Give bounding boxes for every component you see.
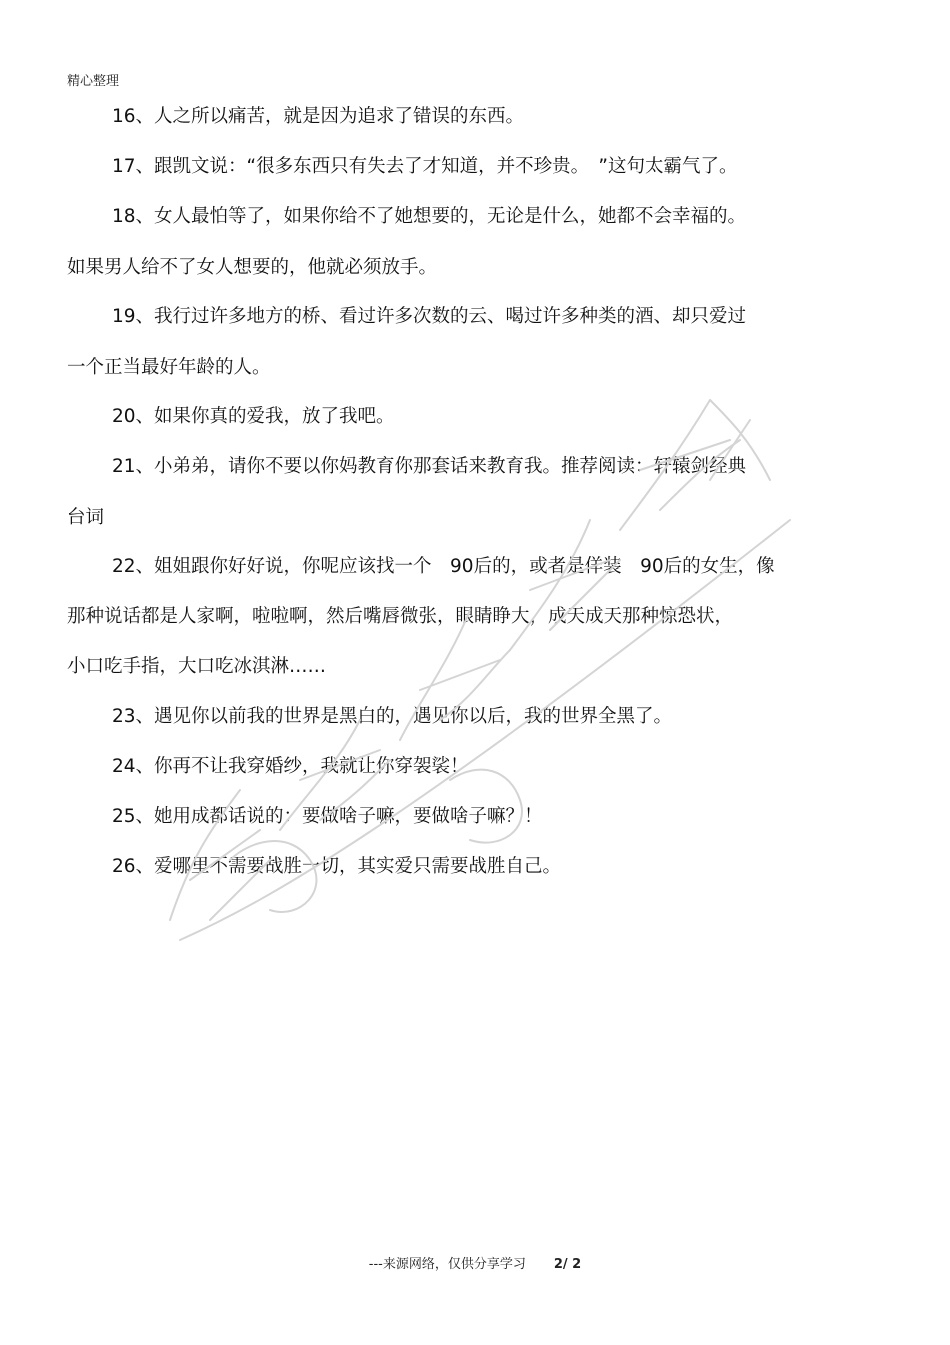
page-header: 精心整理 bbox=[67, 74, 120, 89]
text-line-20: 20、如果你真的爱我，放了我吧。 bbox=[112, 406, 395, 427]
text-line-21a: 21、小弟弟，请你不要以你妈教育你那套话来教育我。推荐阅读：轩辕剑经典 bbox=[112, 456, 747, 477]
text-line-22a: 22、姐姐跟你好好说，你呢应该找一个 90后的，或者是佯装 90后的女生，像 bbox=[112, 556, 775, 577]
text-line-23: 23、遇见你以前我的世界是黑白的，遇见你以后，我的世界全黑了。 bbox=[112, 706, 673, 727]
footer-source: ---来源网络，仅供分享学习 bbox=[368, 1257, 526, 1272]
text-line-24: 24、你再不让我穿婚纱，我就让你穿袈裟！ bbox=[112, 756, 469, 777]
text-line-22b: 那种说话都是人家啊，啦啦啊，然后嘴唇微张，眼睛睁大，成天成天那种惊恐状， bbox=[67, 606, 734, 627]
text-line-17: 17、跟凯文说：“很多东西只有失去了才知道，并不珍贵。 ”这句太霸气了。 bbox=[112, 156, 738, 177]
text-line-22c: 小口吃手指，大口吃冰淇淋…… bbox=[67, 656, 327, 677]
text-line-19a: 19、我行过许多地方的桥、看过许多次数的云、喝过许多种类的酒、却只爱过 bbox=[112, 306, 747, 327]
text-line-18b: 如果男人给不了女人想要的，他就必须放手。 bbox=[67, 257, 438, 278]
text-line-25: 25、她用成都话说的：要做啥子嘛，要做啥子嘛？！ bbox=[112, 806, 543, 827]
page-footer bbox=[0, 1253, 950, 1272]
text-line-21b: 台词 bbox=[67, 507, 105, 528]
text-line-19b: 一个正当最好年龄的人。 bbox=[67, 357, 271, 378]
text-line-18a: 18、女人最怕等了，如果你给不了她想要的，无论是什么，她都不会幸福的。 bbox=[112, 206, 747, 227]
page-number: 2/ 2 bbox=[553, 1257, 582, 1272]
text-line-16: 16、人之所以痛苦，就是因为追求了错误的东西。 bbox=[112, 106, 525, 127]
text-line-26: 26、爱哪里不需要战胜一切，其实爱只需要战胜自己。 bbox=[112, 856, 562, 877]
